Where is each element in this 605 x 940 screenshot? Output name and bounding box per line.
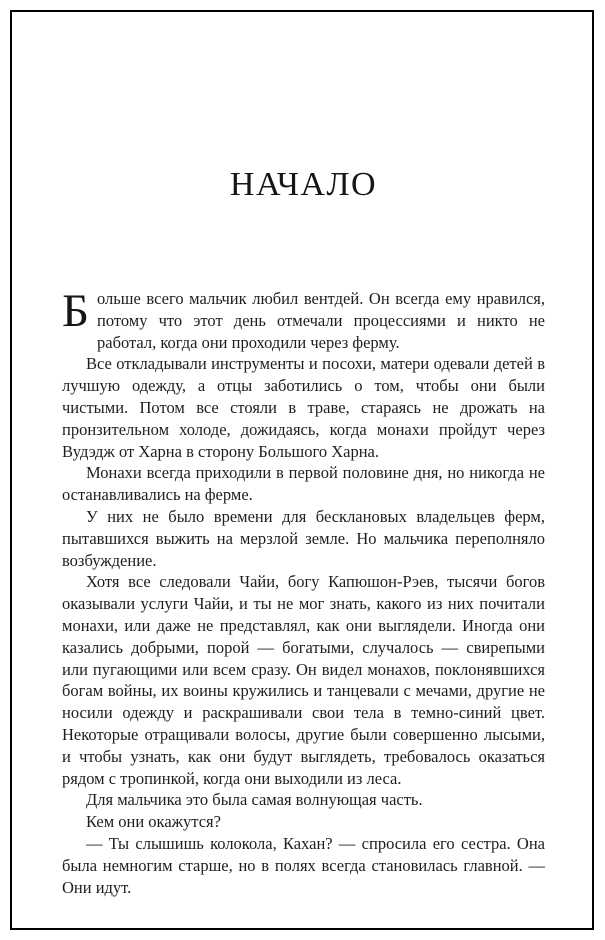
paragraph: У них не было времени для бесклановых владельцев ферм, пытавшихся выжить на мерзлой земле. Но мальчика переполняло возбуждение. (62, 506, 545, 570)
chapter-title: НАЧАЛО (229, 166, 378, 203)
drop-cap: Б (62, 285, 89, 337)
paragraph: Все откладывали инструменты и посохи, матери одевали детей в лучшую одежду, а отцы заботились о том, чтобы они были чистыми. Потом все стояли в траве, стараясь не дрожать на пронзительном холоде, дожидаясь, когда монахи пройдут через Вудэдж от Харна в сторону Большого Харна. (62, 354, 545, 461)
paragraph: Кем они окажутся? (86, 812, 221, 832)
paragraph-opening (62, 285, 545, 353)
paragraph: Монахи всегда приходили в первой половине дня, но никогда не останавливались на ферме. (62, 463, 545, 505)
paragraph: Хотя все следовали Чайи, богу Капюшон-Рэев, тысячи богов оказывали услуги Чайи, и ты не мог знать, какого из них почитали монахи, или даже не представлял, как они выглядели. Иногда они казались добрыми, порой — богатыми, случалось — свирепыми или пугающими или всем сразу. Он видел монахов, поклонявшихся богам войны, их воины кружились и танцевали с мечами, другие не носили одежду и раскрашивали свои тела в темно-синий цвет. Некоторые отращивали волосы, другие были совершенно лысыми, и чтобы узнать, как они будут выглядеть, требовалось оказаться рядом с тропинкой, когда они выходили из леса. (62, 572, 545, 788)
page-content (62, 0, 545, 898)
chapter-body (62, 285, 545, 898)
paragraph-dialogue: — Ты слышишь колокола, Кахан? — спросила его сестра. Она была немногим старше, но в полях всегда становилась главной. — Они идут. (62, 833, 545, 897)
paragraph: Для мальчика это была самая волнующая часть. (86, 790, 423, 810)
paragraph-opening-text: ольше всего мальчик любил вентдей. Он всегда ему нравился, потому что этот день отмечали процессиями и никто не работал, когда они проходили через ферму. (97, 289, 545, 352)
